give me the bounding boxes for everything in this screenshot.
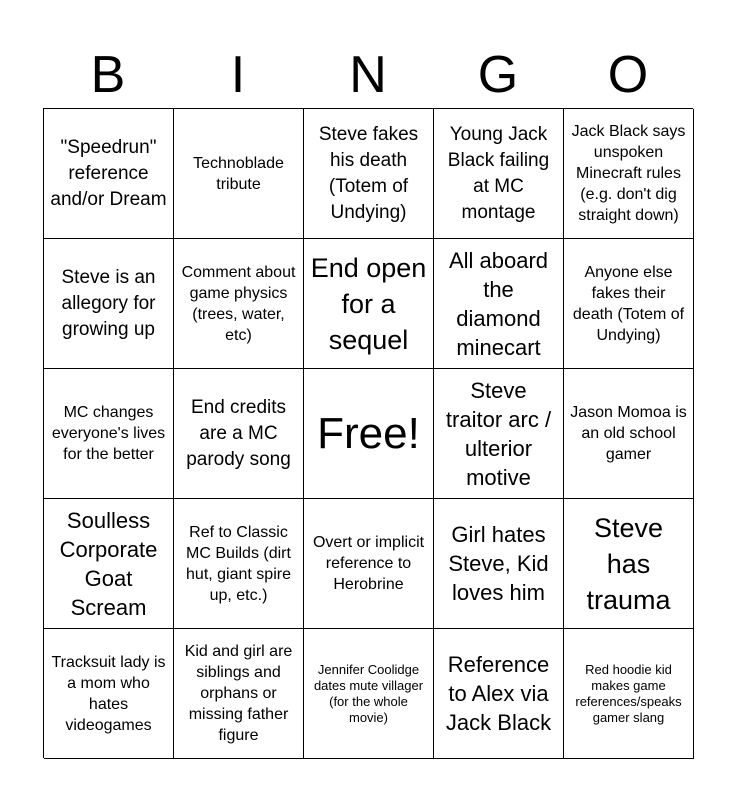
header-letter-g: G bbox=[477, 46, 519, 104]
header-letter-b: B bbox=[90, 46, 126, 104]
cell-text: All aboard the diamond minecart bbox=[448, 247, 549, 360]
bingo-cell-r4c4[interactable] bbox=[434, 499, 564, 629]
bingo-cell-free[interactable] bbox=[304, 369, 434, 499]
cell-text: Anyone else fakes their death (Totem of Undying) bbox=[572, 263, 685, 344]
cell-text: Ref to Classic MC Builds (dirt hut, giant spire up, etc.) bbox=[186, 523, 291, 604]
cell-text: Steve fakes his death (Totem of Undying) bbox=[318, 123, 419, 223]
cell-text: Jennifer Coolidge dates mute villager (for the whole movie) bbox=[313, 661, 424, 725]
cell-text: Steve has trauma bbox=[586, 512, 671, 615]
bingo-cell-r3c5[interactable] bbox=[564, 369, 694, 499]
bingo-cell-r2c3[interactable] bbox=[304, 239, 434, 369]
bingo-cell-r1c2[interactable] bbox=[174, 109, 304, 239]
cell-text: Reference to Alex via Jack Black bbox=[445, 652, 552, 735]
cell-text: Red hoodie kid makes game references/speaks gamer slang bbox=[575, 661, 682, 725]
bingo-cell-r5c1[interactable] bbox=[44, 629, 174, 759]
bingo-cell-r4c3[interactable] bbox=[304, 499, 434, 629]
bingo-cell-r3c1[interactable] bbox=[44, 369, 174, 499]
cell-text: Overt or implicit reference to Herobrine bbox=[312, 534, 425, 593]
cell-text: Tracksuit lady is a mom who hates videogames bbox=[51, 653, 166, 734]
cell-text: Kid and girl are siblings and orphans or missing father figure bbox=[184, 643, 293, 744]
bingo-cell-r1c4[interactable] bbox=[434, 109, 564, 239]
bingo-cell-r3c4[interactable] bbox=[434, 369, 564, 499]
cell-text: MC changes everyone's lives for the better bbox=[51, 404, 166, 463]
cell-text: Steve is an allegory for growing up bbox=[61, 266, 156, 340]
bingo-cell-r5c3[interactable] bbox=[304, 629, 434, 759]
bingo-cell-r2c1[interactable] bbox=[44, 239, 174, 369]
cell-text: Technoblade tribute bbox=[193, 154, 284, 193]
bingo-cell-r4c5[interactable] bbox=[564, 499, 694, 629]
cell-text: Comment about game physics (trees, water, etc) bbox=[181, 263, 296, 344]
bingo-cell-r4c2[interactable] bbox=[174, 499, 304, 629]
bingo-cell-r2c5[interactable] bbox=[564, 239, 694, 369]
bingo-cell-r5c5[interactable] bbox=[564, 629, 694, 759]
cell-text: Girl hates Steve, Kid loves him bbox=[448, 522, 549, 605]
header-letter-n: N bbox=[349, 46, 387, 104]
cell-text: Steve traitor arc / ulterior motive bbox=[445, 377, 552, 490]
bingo-grid bbox=[43, 108, 693, 758]
bingo-cell-r2c2[interactable] bbox=[174, 239, 304, 369]
bingo-cell-r3c2[interactable] bbox=[174, 369, 304, 499]
cell-text: "Speedrun" reference and/or Dream bbox=[50, 136, 167, 210]
cell-text: Free! bbox=[317, 408, 420, 458]
cell-text: Jack Black says unspoken Minecraft rules (e.g. don't dig straight down) bbox=[571, 123, 686, 224]
bingo-cell-r1c1[interactable] bbox=[44, 109, 174, 239]
bingo-cell-r5c2[interactable] bbox=[174, 629, 304, 759]
bingo-cell-r4c1[interactable] bbox=[44, 499, 174, 629]
bingo-cell-r1c5[interactable] bbox=[564, 109, 694, 239]
cell-text: Young Jack Black failing at MC montage bbox=[447, 123, 550, 223]
cell-text: Soulless Corporate Goat Scream bbox=[59, 507, 158, 620]
cell-text: End open for a sequel bbox=[310, 252, 427, 355]
cell-text: Jason Momoa is an old school gamer bbox=[570, 404, 687, 463]
bingo-cell-r5c4[interactable] bbox=[434, 629, 564, 759]
bingo-cell-r2c4[interactable] bbox=[434, 239, 564, 369]
cell-text: End credits are a MC parody song bbox=[186, 396, 291, 470]
bingo-header bbox=[43, 44, 693, 106]
header-letter-i: I bbox=[230, 46, 246, 104]
bingo-cell-r1c3[interactable] bbox=[304, 109, 434, 239]
header-letter-o: O bbox=[607, 46, 649, 104]
